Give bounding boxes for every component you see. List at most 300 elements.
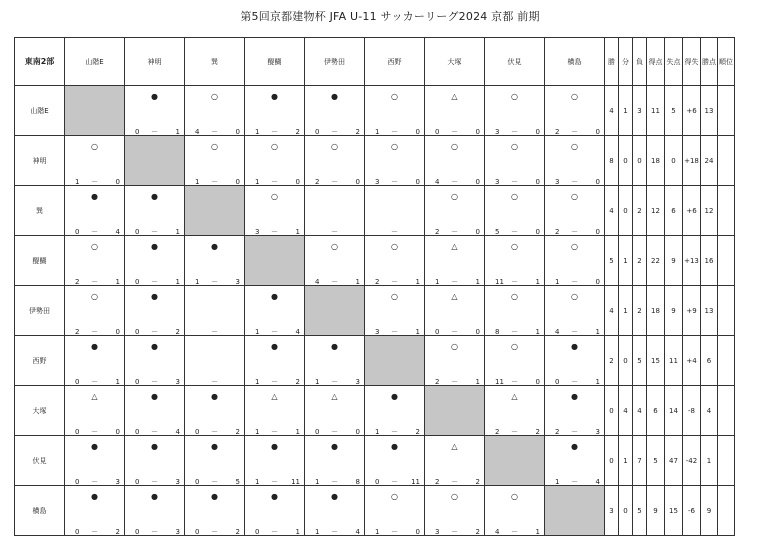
- score-separator: －: [271, 228, 278, 236]
- match-result-cell: [245, 286, 305, 336]
- score-separator: －: [571, 228, 578, 236]
- score-away: 2: [475, 478, 480, 486]
- stat-points: 13: [701, 86, 718, 136]
- score-home: 0: [555, 378, 560, 386]
- score-away: 3: [355, 378, 360, 386]
- match-result-cell: [485, 186, 545, 236]
- match-result-cell: [425, 286, 485, 336]
- result-symbol: ●: [571, 342, 578, 351]
- result-symbol: △: [451, 442, 458, 451]
- score-away: 0: [295, 178, 300, 186]
- row-team-name: 醍醐: [15, 236, 65, 286]
- match-result-cell: [485, 236, 545, 286]
- table-row: [15, 236, 735, 286]
- score-home: 1: [255, 428, 260, 436]
- score-separator: －: [151, 478, 158, 486]
- row-team-name: 伊勢田: [15, 286, 65, 336]
- result-symbol: ○: [571, 242, 578, 251]
- result-symbol: ○: [391, 292, 398, 301]
- stat-points: 13: [701, 286, 718, 336]
- score-separator: －: [571, 428, 578, 436]
- match-result-cell: [305, 336, 365, 386]
- match-result-cell: [545, 386, 605, 436]
- score-away: 0: [235, 128, 240, 136]
- score-home: 0: [75, 528, 80, 536]
- stat-goals-against: 11: [665, 336, 683, 386]
- score-separator: －: [331, 178, 338, 186]
- score-separator: －: [451, 528, 458, 536]
- match-result-cell: [185, 336, 245, 386]
- match-result-cell: [545, 136, 605, 186]
- result-symbol: ○: [391, 92, 398, 101]
- league-table: [14, 37, 735, 536]
- stat-wins: 5: [605, 236, 619, 286]
- stat-goals-for: 15: [647, 336, 665, 386]
- result-symbol: ●: [211, 492, 218, 501]
- stat-goals-against: 9: [665, 236, 683, 286]
- stat-losses: 5: [633, 486, 647, 536]
- result-symbol: ○: [451, 192, 458, 201]
- score-away: 1: [115, 378, 120, 386]
- stat-goals-against: 47: [665, 436, 683, 486]
- stat-draws: 0: [619, 486, 633, 536]
- score-away: 2: [295, 128, 300, 136]
- score-separator: －: [91, 528, 98, 536]
- match-result-cell: [365, 236, 425, 286]
- score-home: 0: [435, 328, 440, 336]
- result-symbol: ●: [271, 442, 278, 451]
- score-home: 1: [195, 278, 200, 286]
- score-away: 2: [115, 528, 120, 536]
- score-away: 3: [175, 378, 180, 386]
- score-home: 0: [255, 528, 260, 536]
- result-symbol: ○: [391, 142, 398, 151]
- result-symbol: △: [451, 92, 458, 101]
- result-symbol: △: [91, 392, 98, 401]
- result-symbol: ○: [571, 292, 578, 301]
- match-result-cell: [125, 86, 185, 136]
- result-symbol: ●: [331, 492, 338, 501]
- match-result-cell: [245, 86, 305, 136]
- table-row: [15, 136, 735, 186]
- result-symbol: ●: [151, 242, 158, 251]
- score-separator: －: [391, 328, 398, 336]
- score-away: 0: [595, 228, 600, 236]
- score-away: 0: [355, 178, 360, 186]
- score-away: 2: [535, 428, 540, 436]
- match-result-cell: [425, 486, 485, 536]
- result-symbol: ○: [511, 92, 518, 101]
- score-home: 1: [255, 378, 260, 386]
- score-home: 0: [135, 328, 140, 336]
- match-result-cell: [545, 236, 605, 286]
- score-away: 1: [595, 328, 600, 336]
- score-home: 2: [75, 278, 80, 286]
- stat-wins: 3: [605, 486, 619, 536]
- score-separator: －: [151, 228, 158, 236]
- result-symbol: △: [451, 242, 458, 251]
- table-row: [15, 486, 735, 536]
- score-home: 3: [495, 178, 500, 186]
- stat-draws: 1: [619, 436, 633, 486]
- score-separator: －: [211, 478, 218, 486]
- stat-wins: 2: [605, 336, 619, 386]
- score-home: 1: [555, 478, 560, 486]
- match-result-cell: [65, 236, 125, 286]
- result-symbol: ○: [511, 292, 518, 301]
- stat-goals-against: 6: [665, 186, 683, 236]
- self-match-cell: [545, 486, 605, 536]
- stat-rank: [718, 436, 735, 486]
- stat-wins: 4: [605, 86, 619, 136]
- score-away: 0: [355, 428, 360, 436]
- score-home: 4: [315, 278, 320, 286]
- score-separator: －: [211, 528, 218, 536]
- result-symbol: ○: [91, 292, 98, 301]
- col-team-3: 醍醐: [245, 38, 305, 86]
- score-separator: －: [571, 178, 578, 186]
- result-symbol: ●: [151, 492, 158, 501]
- result-symbol: ●: [151, 92, 158, 101]
- score-separator: －: [331, 128, 338, 136]
- score-separator: －: [211, 428, 218, 436]
- result-symbol: △: [451, 292, 458, 301]
- score-away: 0: [535, 128, 540, 136]
- score-separator: －: [391, 478, 398, 486]
- score-home: 4: [195, 128, 200, 136]
- score-away: 0: [475, 128, 480, 136]
- score-away: 4: [355, 528, 360, 536]
- stat-draws: 4: [619, 386, 633, 436]
- row-team-name: 横島: [15, 486, 65, 536]
- stat-goal-diff: +4: [683, 336, 701, 386]
- match-result-cell: [305, 186, 365, 236]
- stat-goal-diff: +6: [683, 86, 701, 136]
- match-result-cell: [65, 386, 125, 436]
- result-symbol: ○: [331, 242, 338, 251]
- match-result-cell: [545, 186, 605, 236]
- score-separator: －: [151, 378, 158, 386]
- score-separator: －: [451, 128, 458, 136]
- stat-goals-against: 0: [665, 136, 683, 186]
- result-symbol: ●: [331, 442, 338, 451]
- match-result-cell: [65, 136, 125, 186]
- score-separator: －: [271, 128, 278, 136]
- stat-losses: 5: [633, 336, 647, 386]
- score-separator: －: [391, 228, 398, 236]
- match-result-cell: [185, 236, 245, 286]
- match-result-cell: [125, 286, 185, 336]
- score-away: 3: [175, 478, 180, 486]
- match-result-cell: [245, 386, 305, 436]
- result-symbol: ●: [151, 392, 158, 401]
- row-team-name: 巽: [15, 186, 65, 236]
- match-result-cell: [545, 336, 605, 386]
- score-separator: －: [271, 178, 278, 186]
- match-result-cell: [305, 86, 365, 136]
- result-symbol: ●: [91, 442, 98, 451]
- score-away: 4: [115, 228, 120, 236]
- stat-goal-diff: -42: [683, 436, 701, 486]
- score-away: 0: [115, 428, 120, 436]
- score-home: 0: [195, 478, 200, 486]
- result-symbol: ●: [271, 492, 278, 501]
- stat-losses: 7: [633, 436, 647, 486]
- score-away: 0: [415, 528, 420, 536]
- score-away: 2: [355, 128, 360, 136]
- self-match-cell: [365, 336, 425, 386]
- stat-goal-diff: +6: [683, 186, 701, 236]
- result-symbol: ●: [391, 392, 398, 401]
- score-separator: －: [151, 428, 158, 436]
- score-separator: －: [331, 378, 338, 386]
- score-home: 2: [495, 428, 500, 436]
- col-goal-diff: 得失: [683, 38, 701, 86]
- score-separator: －: [91, 228, 98, 236]
- table-row: [15, 86, 735, 136]
- score-separator: －: [511, 128, 518, 136]
- score-separator: －: [211, 378, 218, 386]
- score-home: 0: [75, 228, 80, 236]
- match-result-cell: [65, 186, 125, 236]
- self-match-cell: [65, 86, 125, 136]
- match-result-cell: [365, 486, 425, 536]
- table-row: [15, 336, 735, 386]
- score-away: 1: [475, 378, 480, 386]
- score-separator: －: [151, 278, 158, 286]
- match-result-cell: [485, 286, 545, 336]
- stat-draws: 0: [619, 136, 633, 186]
- score-home: 3: [435, 528, 440, 536]
- result-symbol: ○: [571, 142, 578, 151]
- score-home: 0: [135, 428, 140, 436]
- match-result-cell: [185, 386, 245, 436]
- score-away: 0: [475, 178, 480, 186]
- match-result-cell: [425, 136, 485, 186]
- stat-wins: 4: [605, 286, 619, 336]
- score-separator: －: [571, 378, 578, 386]
- result-symbol: ●: [151, 442, 158, 451]
- match-result-cell: [485, 336, 545, 386]
- result-symbol: ●: [91, 492, 98, 501]
- score-away: 4: [175, 428, 180, 436]
- stat-goals-against: 5: [665, 86, 683, 136]
- score-away: 0: [535, 378, 540, 386]
- self-match-cell: [305, 286, 365, 336]
- score-home: 2: [435, 378, 440, 386]
- result-symbol: △: [331, 392, 338, 401]
- score-home: 3: [495, 128, 500, 136]
- result-symbol: △: [511, 392, 518, 401]
- score-separator: －: [91, 378, 98, 386]
- score-home: 1: [255, 328, 260, 336]
- stat-losses: 2: [633, 236, 647, 286]
- col-team-8: 横島: [545, 38, 605, 86]
- score-away: 3: [595, 428, 600, 436]
- result-symbol: ●: [391, 442, 398, 451]
- row-team-name: 伏見: [15, 436, 65, 486]
- result-symbol: ○: [571, 192, 578, 201]
- score-separator: －: [571, 128, 578, 136]
- score-separator: －: [271, 478, 278, 486]
- score-away: 11: [411, 478, 420, 486]
- result-symbol: ○: [271, 192, 278, 201]
- stat-draws: 0: [619, 336, 633, 386]
- score-home: 1: [375, 428, 380, 436]
- stat-rank: [718, 236, 735, 286]
- score-separator: －: [571, 328, 578, 336]
- score-separator: －: [271, 528, 278, 536]
- score-away: 1: [595, 378, 600, 386]
- self-match-cell: [485, 436, 545, 486]
- col-losses: 負: [633, 38, 647, 86]
- result-symbol: ○: [211, 92, 218, 101]
- score-home: 0: [315, 128, 320, 136]
- stat-goals-against: 9: [665, 286, 683, 336]
- score-separator: －: [451, 378, 458, 386]
- score-away: 2: [295, 378, 300, 386]
- match-result-cell: [365, 86, 425, 136]
- score-separator: －: [571, 278, 578, 286]
- score-home: 1: [255, 178, 260, 186]
- stat-goal-diff: -6: [683, 486, 701, 536]
- result-symbol: ●: [271, 342, 278, 351]
- score-home: 0: [135, 528, 140, 536]
- score-separator: －: [391, 428, 398, 436]
- self-match-cell: [245, 236, 305, 286]
- score-away: 4: [295, 328, 300, 336]
- score-separator: －: [511, 278, 518, 286]
- stat-draws: 0: [619, 186, 633, 236]
- stat-goals-for: 12: [647, 186, 665, 236]
- result-symbol: ●: [571, 392, 578, 401]
- score-away: 0: [475, 328, 480, 336]
- score-separator: －: [331, 428, 338, 436]
- header-row: [15, 38, 735, 86]
- score-separator: －: [151, 528, 158, 536]
- score-away: 0: [595, 178, 600, 186]
- result-symbol: ●: [271, 292, 278, 301]
- result-symbol: ○: [391, 492, 398, 501]
- stat-goal-diff: +18: [683, 136, 701, 186]
- score-home: 2: [555, 228, 560, 236]
- score-separator: －: [271, 428, 278, 436]
- match-result-cell: [65, 336, 125, 386]
- score-separator: －: [271, 378, 278, 386]
- score-home: 1: [315, 528, 320, 536]
- stat-rank: [718, 386, 735, 436]
- result-symbol: ●: [151, 342, 158, 351]
- match-result-cell: [245, 186, 305, 236]
- score-home: 3: [375, 178, 380, 186]
- stat-draws: 1: [619, 86, 633, 136]
- score-home: 2: [375, 278, 380, 286]
- score-separator: －: [211, 328, 218, 336]
- result-symbol: ●: [571, 442, 578, 451]
- result-symbol: ○: [511, 492, 518, 501]
- col-team-2: 巽: [185, 38, 245, 86]
- score-separator: －: [151, 328, 158, 336]
- score-home: 4: [435, 178, 440, 186]
- score-home: 0: [315, 428, 320, 436]
- match-result-cell: [365, 386, 425, 436]
- group-label: 東南2部: [15, 38, 65, 86]
- score-home: 0: [195, 528, 200, 536]
- score-separator: －: [91, 278, 98, 286]
- match-result-cell: [425, 236, 485, 286]
- col-draws: 分: [619, 38, 633, 86]
- match-result-cell: [545, 86, 605, 136]
- score-home: 0: [435, 128, 440, 136]
- score-away: 0: [415, 128, 420, 136]
- score-home: 2: [555, 428, 560, 436]
- score-away: 1: [355, 278, 360, 286]
- score-home: 1: [315, 378, 320, 386]
- score-separator: －: [511, 228, 518, 236]
- score-separator: －: [391, 278, 398, 286]
- score-home: 5: [495, 228, 500, 236]
- score-home: 8: [495, 328, 500, 336]
- score-separator: －: [391, 128, 398, 136]
- score-home: 0: [75, 428, 80, 436]
- score-separator: －: [451, 478, 458, 486]
- score-away: 2: [235, 528, 240, 536]
- match-result-cell: [245, 336, 305, 386]
- score-away: 1: [475, 278, 480, 286]
- result-symbol: ○: [271, 142, 278, 151]
- result-symbol: ●: [151, 292, 158, 301]
- score-home: 2: [435, 228, 440, 236]
- score-home: 1: [555, 278, 560, 286]
- match-result-cell: [245, 486, 305, 536]
- score-away: 3: [115, 478, 120, 486]
- match-result-cell: [245, 436, 305, 486]
- score-separator: －: [511, 428, 518, 436]
- page-title: 第5回京都建物杯 JFA U-11 サッカーリーグ2024 京都 前期: [240, 10, 540, 23]
- match-result-cell: [425, 336, 485, 386]
- score-separator: －: [211, 178, 218, 186]
- match-result-cell: [305, 236, 365, 286]
- match-result-cell: [125, 236, 185, 286]
- score-home: 1: [255, 128, 260, 136]
- row-team-name: 神明: [15, 136, 65, 186]
- match-result-cell: [545, 436, 605, 486]
- score-away: 3: [175, 528, 180, 536]
- score-away: 1: [295, 428, 300, 436]
- result-symbol: ○: [451, 342, 458, 351]
- score-home: 3: [555, 178, 560, 186]
- result-symbol: △: [271, 392, 278, 401]
- row-team-name: 西野: [15, 336, 65, 386]
- stat-goal-diff: +9: [683, 286, 701, 336]
- match-result-cell: [485, 486, 545, 536]
- match-result-cell: [545, 286, 605, 336]
- stat-losses: 3: [633, 86, 647, 136]
- match-result-cell: [245, 136, 305, 186]
- stat-points: 6: [701, 336, 718, 386]
- result-symbol: ○: [511, 192, 518, 201]
- score-away: 2: [235, 428, 240, 436]
- score-away: 1: [535, 528, 540, 536]
- result-symbol: ○: [511, 342, 518, 351]
- result-symbol: ●: [331, 342, 338, 351]
- score-home: 0: [135, 128, 140, 136]
- result-symbol: ●: [331, 92, 338, 101]
- score-away: 0: [235, 178, 240, 186]
- score-separator: －: [511, 378, 518, 386]
- score-home: 1: [75, 178, 80, 186]
- score-home: 1: [195, 178, 200, 186]
